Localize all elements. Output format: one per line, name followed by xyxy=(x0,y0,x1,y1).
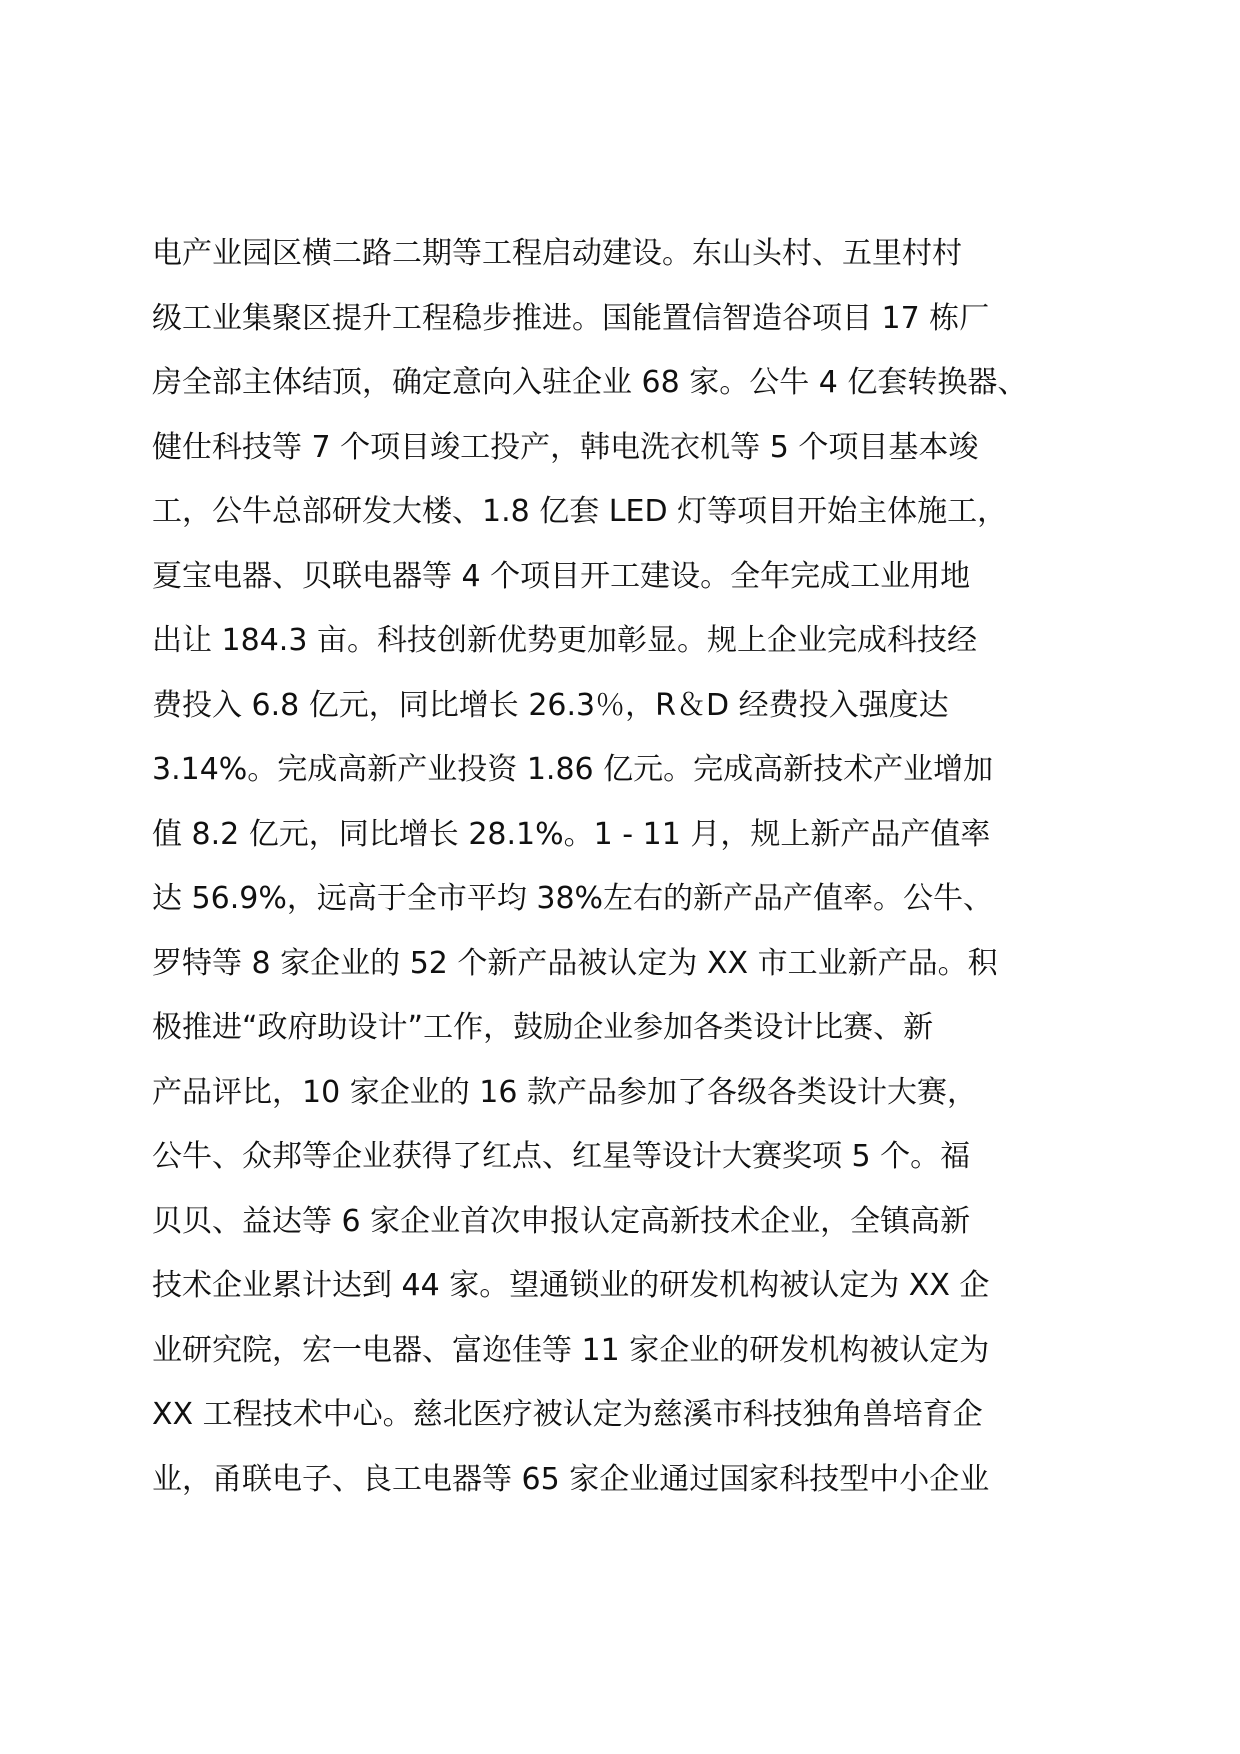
body-text xyxy=(152,222,1112,1512)
text-line: 级工业集聚区提升工程稳步推进。国能置信智造谷项目 17 栋厂 xyxy=(152,300,990,336)
text-line: 出让 184.3 亩。科技创新优势更加彰显。规上企业完成科技经 xyxy=(152,623,977,658)
text-line: 3.14%。完成高新产业投资 1.86 亿元。完成高新技术产业增加 xyxy=(152,752,994,787)
text-line: 罗特等 8 家企业的 52 个新产品被认定为 XX 市工业新产品。积 xyxy=(152,945,998,981)
text-line: 房全部主体结顶，确定意向入驻企业 68 家。公牛 4 亿套转换器、 xyxy=(152,365,1028,400)
text-line: 极推进“政府助设计”工作，鼓励企业参加各类设计比赛、新 xyxy=(152,1010,934,1045)
text-line: 工，公牛总部研发大楼、1.8 亿套 LED 灯等项目开始主体施工， xyxy=(152,494,1008,529)
text-line: 电产业园区横二路二期等工程启动建设。东山头村、五里村村 xyxy=(152,236,962,271)
text-line: 值 8.2 亿元，同比增长 28.1%。1 - 11 月，规上新产品产值率 xyxy=(152,816,991,852)
text-line: 业，甬联电子、良工电器等 65 家企业通过国家科技型中小企业 xyxy=(152,1461,990,1497)
text-line: 产品评比，10 家企业的 16 款产品参加了各级各类设计大赛， xyxy=(152,1074,977,1110)
text-line: XX 工程技术中心。慈北医疗被认定为慈溪市科技独角兽培育企 xyxy=(152,1397,983,1432)
text-line: 业研究院，宏一电器、富迩佳等 11 家企业的研发机构被认定为 xyxy=(152,1332,990,1368)
text-line: 贝贝、益达等 6 家企业首次申报认定高新技术企业，全镇高新 xyxy=(152,1203,971,1239)
text-line: 公牛、众邦等企业获得了红点、红星等设计大赛奖项 5 个。福 xyxy=(152,1139,971,1174)
text-line: 夏宝电器、贝联电器等 4 个项目开工建设。全年完成工业用地 xyxy=(152,558,971,594)
text-line: 技术企业累计达到 44 家。望通锁业的研发机构被认定为 XX 企 xyxy=(152,1268,990,1303)
text-line: 达 56.9%，远高于全市平均 38%左右的新产品产值率。公牛、 xyxy=(152,881,994,916)
text-line: 费投入 6.8 亿元，同比增长 26.3％，R＆D 经费投入强度达 xyxy=(152,687,949,723)
text-line: 健仕科技等 7 个项目竣工投产，韩电洗衣机等 5 个项目基本竣 xyxy=(152,429,979,465)
